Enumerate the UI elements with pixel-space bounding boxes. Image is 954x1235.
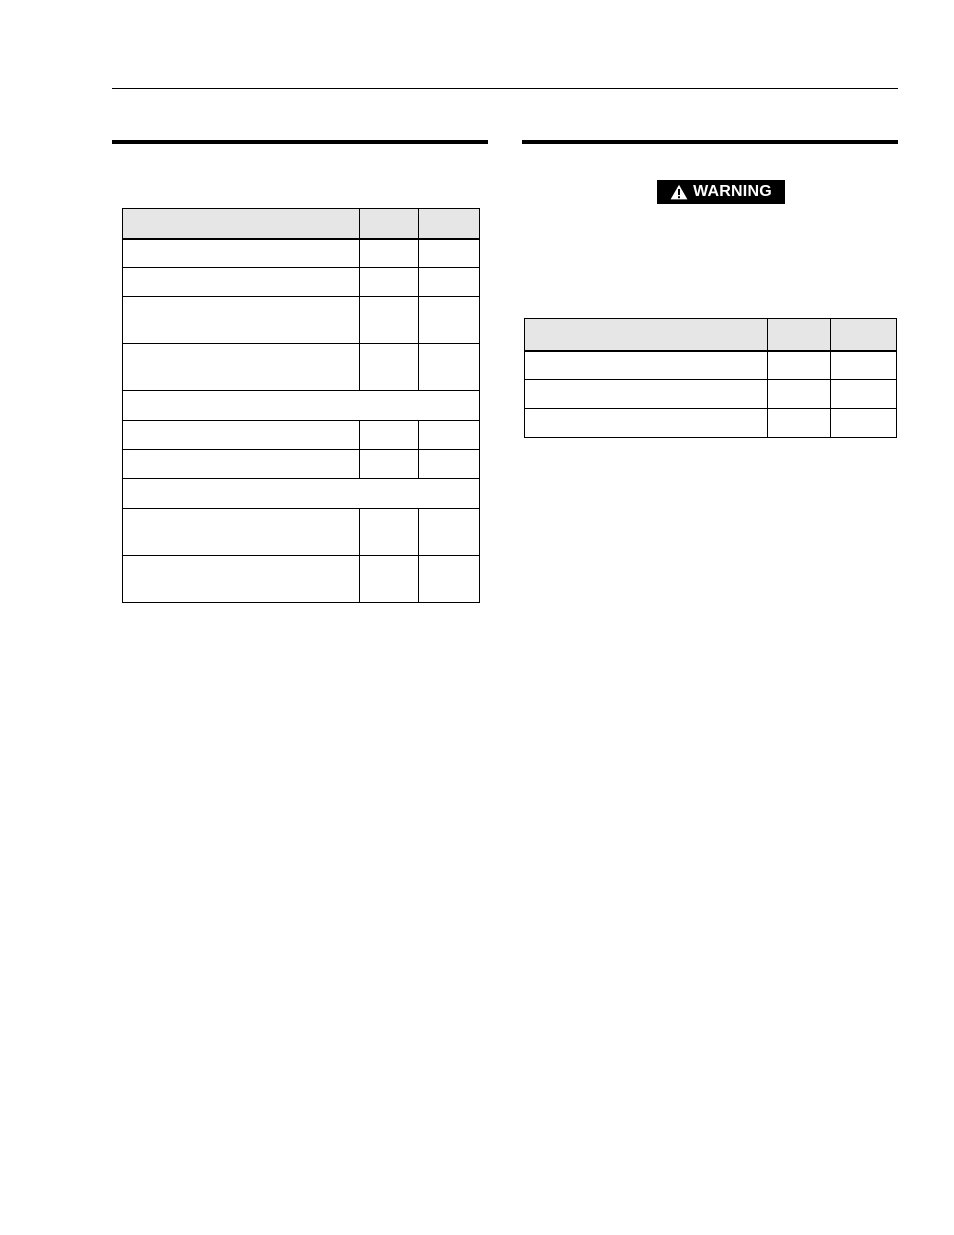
right-spec-table <box>524 318 897 438</box>
right-table-header-cell <box>768 319 831 351</box>
left-table-cell <box>360 556 419 603</box>
warning-label: WARNING <box>693 183 772 200</box>
left-table-cell <box>419 421 480 450</box>
left-table-row <box>123 239 480 268</box>
left-table-cell <box>360 421 419 450</box>
left-section-rule <box>112 140 488 144</box>
right-table-row <box>525 380 897 409</box>
right-table-header-row <box>525 319 897 351</box>
left-table-header-cell <box>123 209 360 239</box>
right-table-cell <box>525 351 768 380</box>
warning-badge <box>657 180 785 204</box>
left-table-cell <box>123 450 360 479</box>
left-table-cell <box>419 450 480 479</box>
left-table-cell <box>419 268 480 297</box>
left-table-cell <box>419 509 480 556</box>
right-table-cell <box>768 409 831 438</box>
left-table-cell <box>123 479 480 509</box>
left-table-cell <box>360 344 419 391</box>
left-table-row <box>123 509 480 556</box>
left-table-cell <box>360 239 419 268</box>
left-table-row <box>123 297 480 344</box>
left-table-row <box>123 450 480 479</box>
left-table-row <box>123 421 480 450</box>
left-table-header-cell <box>419 209 480 239</box>
left-table-cell <box>123 344 360 391</box>
right-table-header-cell <box>831 319 897 351</box>
right-table-row <box>525 351 897 380</box>
left-table-cell <box>123 297 360 344</box>
left-table-cell <box>360 509 419 556</box>
left-table-section-row <box>123 479 480 509</box>
right-table-row <box>525 409 897 438</box>
left-table-section-row <box>123 391 480 421</box>
left-table-row <box>123 268 480 297</box>
right-table-cell <box>831 380 897 409</box>
page-header-rule <box>112 88 898 89</box>
left-spec-table <box>122 208 480 603</box>
left-table-row <box>123 344 480 391</box>
left-table-cell <box>360 450 419 479</box>
left-table-cell <box>123 268 360 297</box>
left-table-cell <box>123 391 480 421</box>
left-table-cell <box>123 239 360 268</box>
right-table-cell <box>525 380 768 409</box>
right-table-header-cell <box>525 319 768 351</box>
left-table-row <box>123 556 480 603</box>
right-spec-table-body <box>525 319 897 438</box>
left-spec-table-body <box>123 209 480 603</box>
right-table-cell <box>831 409 897 438</box>
left-table-cell <box>419 239 480 268</box>
right-table-cell <box>525 409 768 438</box>
left-table-cell <box>419 344 480 391</box>
left-table-cell <box>360 297 419 344</box>
left-table-cell <box>123 509 360 556</box>
left-table-cell <box>419 297 480 344</box>
right-table-cell <box>768 380 831 409</box>
left-table-header-cell <box>360 209 419 239</box>
left-table-cell <box>123 556 360 603</box>
right-table-cell <box>831 351 897 380</box>
right-table-cell <box>768 351 831 380</box>
left-table-cell <box>123 421 360 450</box>
left-table-cell <box>360 268 419 297</box>
right-section-rule <box>522 140 898 144</box>
warning-triangle-icon <box>670 184 688 200</box>
left-table-cell <box>419 556 480 603</box>
left-table-header-row <box>123 209 480 239</box>
